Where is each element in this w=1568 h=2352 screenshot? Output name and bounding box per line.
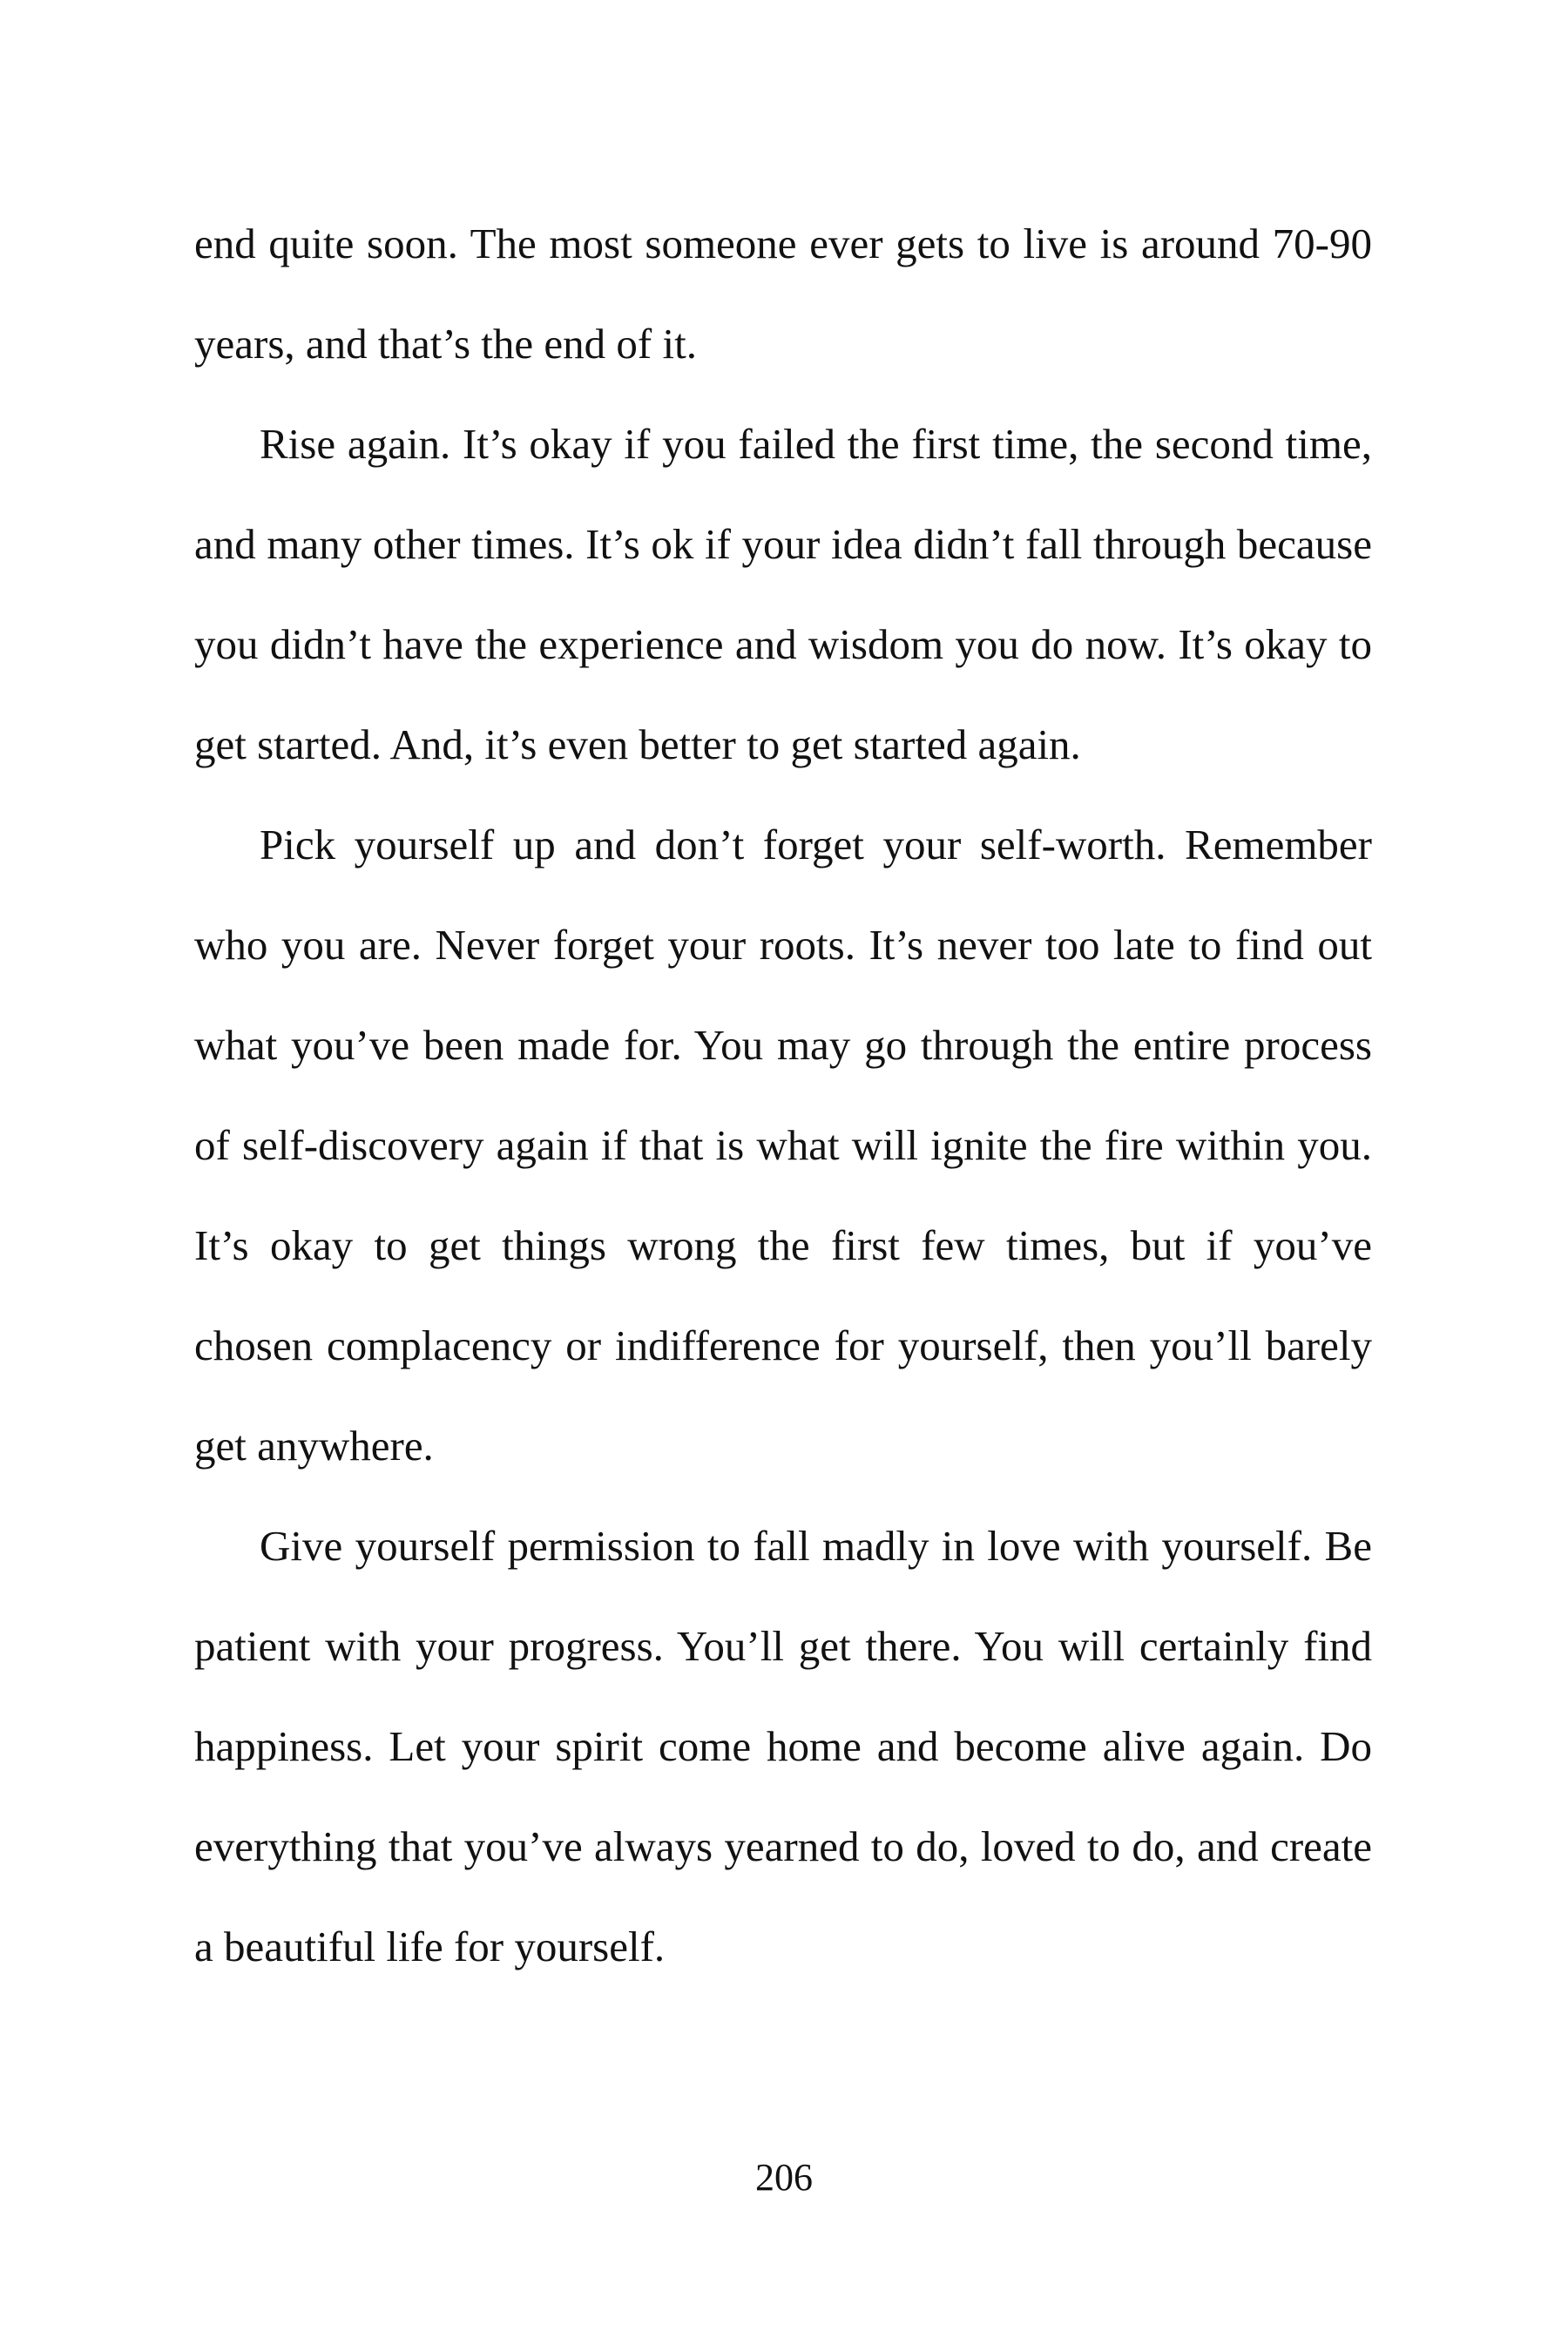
paragraph-pick-yourself-up: Pick yourself up and don’t forget your self-worth. Remember who you are. Never forget your roots. It’s never too late to find out what you’ve been made for. You may go through the entire process of self-discovery again if that is what will ignite the fire within you. It’s okay to get things wrong the first few times, but if you’ve chosen complacency or indifference for yourself, then you’ll barely get anywhere.	[194, 821, 1372, 1470]
body-text	[194, 193, 1372, 1997]
page-number: 206	[755, 2156, 813, 2199]
paragraph-give-yourself-permission: Give yourself permission to fall madly in love with yourself. Be patient with your progress. You’ll get there. You will certainly find happiness. Let your spirit come home and become alive again. Do everything that you’ve always yearned to do, loved to do, and create a beautiful life for yourself.	[194, 1522, 1372, 1970]
paragraph-rise-again: Rise again. It’s okay if you failed the first time, the second time, and many other times. It’s ok if your idea didn’t fall through because you didn’t have the experience and wisdom you do now. It’s okay to get started. And, it’s even better to get started again.	[194, 420, 1372, 768]
paragraph-continuation: end quite soon. The most someone ever gets to live is around 70-90 years, and that’s the end of it.	[194, 220, 1372, 368]
